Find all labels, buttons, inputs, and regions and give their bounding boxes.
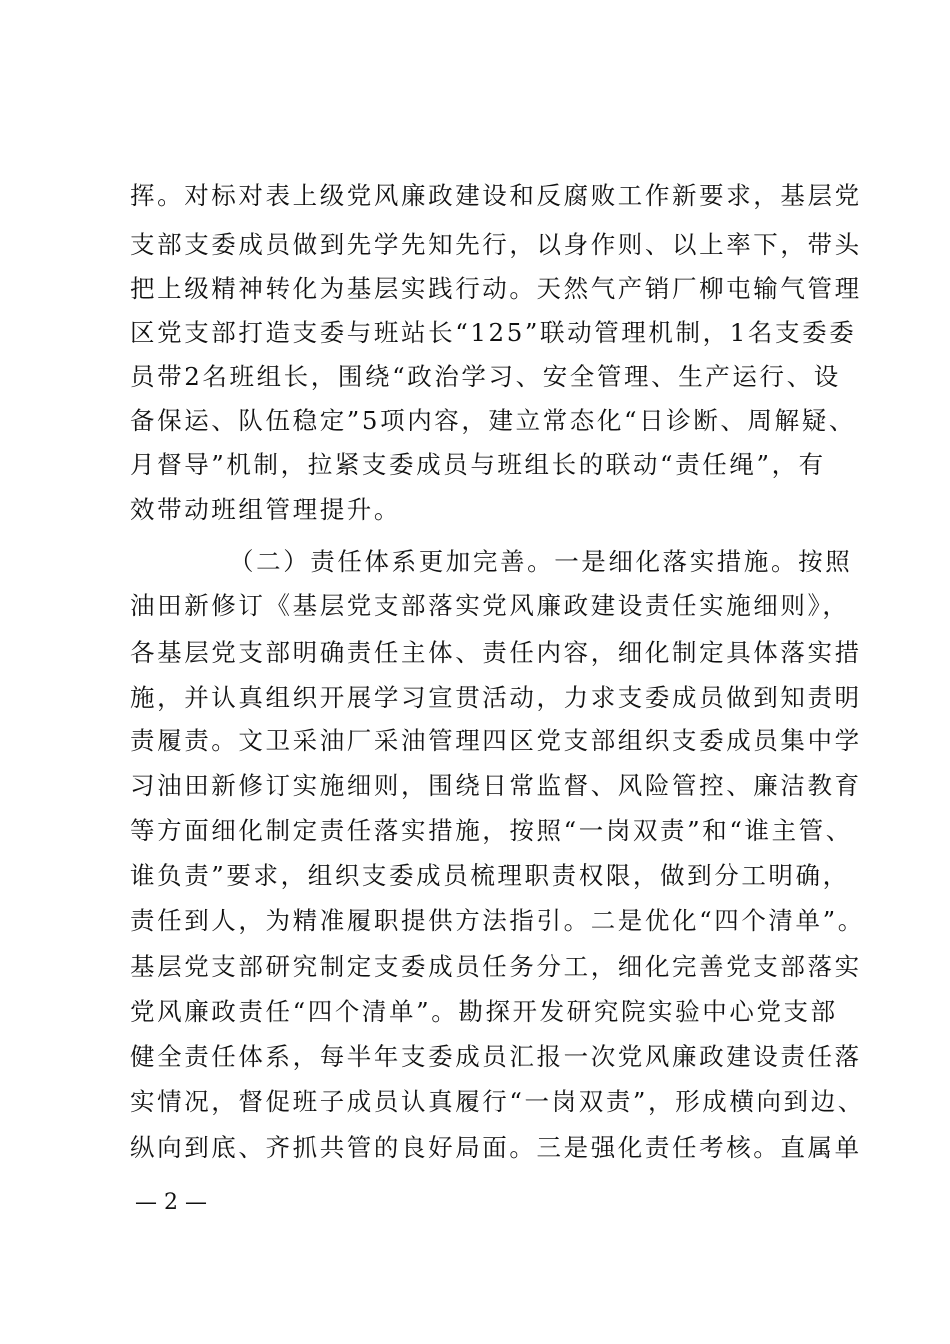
body-text-line-6: 备保运、队伍稳定”5项内容，建立常态化“日诊断、周解疑、 [130, 406, 856, 435]
body-text-line-20: 健全责任体系，每半年支委成员汇报一次党风廉政建设责任落 [130, 1042, 862, 1071]
body-text-line-1: 挥。对标对表上级党风廉政建设和反腐败工作新要求，基层党 [130, 181, 862, 210]
body-text-line-22: 纵向到底、齐抓共管的良好局面。三是强化责任考核。直属单 [130, 1133, 862, 1162]
body-text-line-21: 实情况，督促班子成员认真履行“一岗双责”，形成横向到边、 [130, 1087, 865, 1116]
body-text-line-8: 效带动班组管理提升。 [130, 495, 401, 524]
body-text-line-7: 月督导”机制，拉紧支委成员与班组长的联动“责任绳”，有 [130, 450, 826, 479]
body-text-line-11: 各基层党支部明确责任主体、责任内容，细化制定具体落实措 [130, 638, 862, 667]
body-text-line-19: 党风廉政责任“四个清单”。勘探开发研究院实验中心党支部 [130, 997, 838, 1026]
body-text-line-15: 等方面细化制定责任落实措施，按照“一岗双责”和“谁主管、 [130, 816, 853, 845]
page-number: — 2 — [135, 1190, 207, 1215]
body-text-line-12: 施，并认真组织开展学习宣贯活动，力求支委成员做到知责明 [130, 683, 862, 712]
body-text-line-5: 员带2名班组长，围绕“政治学习、安全管理、生产运行、设 [130, 362, 841, 391]
body-text-line-14: 习油田新修订实施细则，围绕日常监督、风险管控、廉洁教育 [130, 771, 862, 800]
body-text-line-4: 区党支部打造支委与班站长“125”联动管理机制，1名支委委 [130, 318, 857, 347]
body-text-line-18: 基层党支部研究制定支委成员任务分工，细化完善党支部落实 [130, 952, 862, 981]
body-text-line-10: 油田新修订《基层党支部落实党风廉政建设责任实施细则》， [130, 591, 850, 620]
body-text-line-3: 把上级精神转化为基层实践行动。天然气产销厂柳屯输气管理 [130, 274, 862, 303]
body-text-line-16: 谁负责”要求，组织支委成员梳理职责权限，做到分工明确， [130, 861, 850, 890]
body-text-line-2: 支部支委成员做到先学先知先行，以身作则、以上率下，带头 [130, 230, 862, 259]
body-text-line-13: 责履责。文卫采油厂采油管理四区党支部组织支委成员集中学 [130, 726, 862, 755]
section-heading-line: （二）责任体系更加完善。一是细化落实措施。按照 [229, 547, 853, 576]
body-text-line-17: 责任到人，为精准履职提供方法指引。二是优化“四个清单”。 [130, 906, 865, 935]
